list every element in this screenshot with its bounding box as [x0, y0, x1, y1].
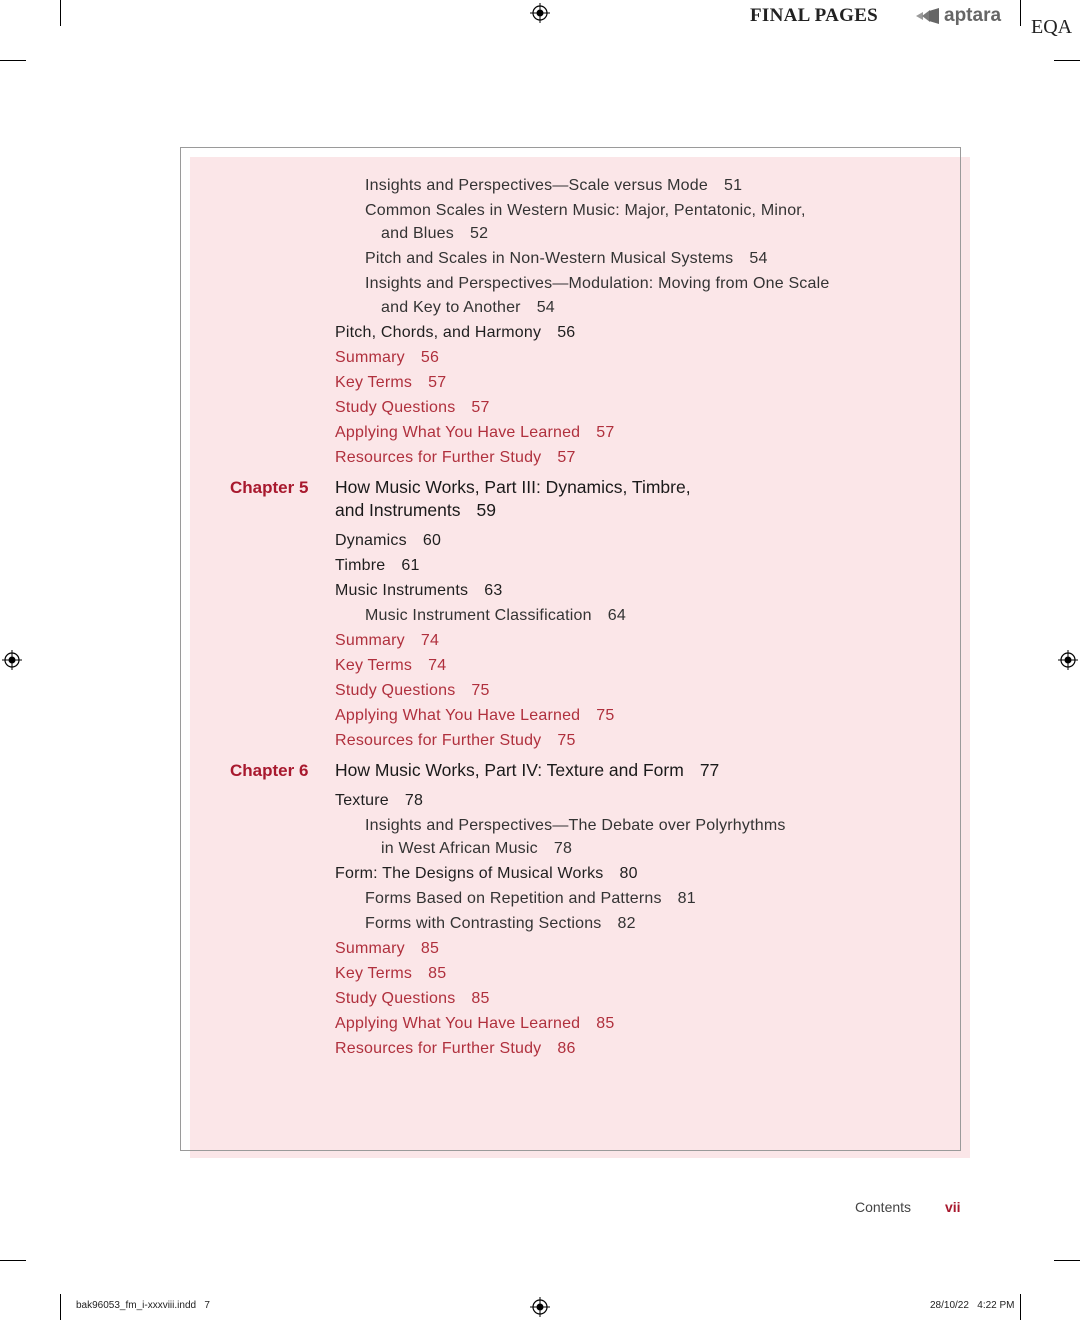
toc-entry-resources[interactable]: Resources for Further Study 57: [335, 449, 576, 466]
toc-entry-resources[interactable]: Resources for Further Study 86: [335, 1040, 576, 1057]
toc-entry[interactable]: Forms with Contrasting Sections 82: [365, 915, 636, 932]
crop-mark: [60, 0, 61, 26]
toc-entry[interactable]: Texture 78: [335, 792, 424, 809]
toc-entry-summary[interactable]: Summary 74: [335, 632, 440, 649]
toc-entry[interactable]: Music Instruments 63: [335, 582, 503, 599]
toc-entry-applying[interactable]: Applying What You Have Learned 75: [335, 707, 615, 724]
crop-mark: [1020, 0, 1021, 26]
toc-entry[interactable]: Pitch and Scales in Non-Western Musical Systems 54: [365, 250, 768, 267]
crop-mark: [60, 1294, 61, 1320]
toc-entry-key-terms[interactable]: Key Terms 85: [335, 965, 447, 982]
crop-mark: [1054, 60, 1080, 61]
toc-entry[interactable]: Dynamics 60: [335, 532, 442, 549]
registration-mark-icon: [530, 1297, 550, 1317]
toc-entry-continuation[interactable]: and Key to Another 54: [381, 299, 555, 316]
toc-entry[interactable]: Insights and Perspectives—Modulation: Moving from One Scale: [365, 275, 830, 292]
toc-entry-key-terms[interactable]: Key Terms 74: [335, 657, 447, 674]
aptara-wordmark: aptara: [944, 5, 1002, 26]
toc-entry-resources[interactable]: Resources for Further Study 75: [335, 732, 576, 749]
chapter-6-title[interactable]: How Music Works, Part IV: Texture and Form 77: [335, 760, 720, 780]
toc-entry-continuation[interactable]: in West African Music 78: [381, 840, 573, 857]
registration-mark-icon: [1058, 650, 1078, 670]
toc-entry[interactable]: Common Scales in Western Music: Major, Pentatonic, Minor,: [365, 202, 806, 219]
file-slug: bak96053_fm_i-xxxviii.indd 7: [76, 1300, 210, 1311]
toc-entry-key-terms[interactable]: Key Terms 57: [335, 374, 447, 391]
crop-mark: [1054, 1260, 1080, 1261]
toc-entry-summary[interactable]: Summary 85: [335, 940, 440, 957]
content-frame: [180, 147, 961, 1151]
chapter-5-label: Chapter 5: [230, 478, 309, 497]
chapter-5-title-continuation[interactable]: and Instruments 59: [335, 500, 496, 520]
aptara-logo-icon: [914, 7, 940, 25]
toc-entry-summary[interactable]: Summary 56: [335, 349, 440, 366]
toc-entry-applying[interactable]: Applying What You Have Learned 57: [335, 424, 615, 441]
page-number: vii: [945, 1199, 961, 1215]
crop-mark: [0, 1260, 26, 1261]
crop-mark: [0, 60, 26, 61]
toc-entry-applying[interactable]: Applying What You Have Learned 85: [335, 1015, 615, 1032]
print-timestamp: 28/10/22 4:22 PM: [930, 1300, 1015, 1311]
toc-entry-study-questions[interactable]: Study Questions 85: [335, 990, 490, 1007]
running-footer-section: Contents: [855, 1199, 912, 1215]
chapter-6-label: Chapter 6: [230, 761, 309, 780]
toc-entry[interactable]: Pitch, Chords, and Harmony 56: [335, 324, 576, 341]
toc-entry[interactable]: Timbre 61: [335, 557, 420, 574]
toc-entry[interactable]: Form: The Designs of Musical Works 80: [335, 865, 638, 882]
aptara-logo: [914, 4, 1001, 28]
toc-entry[interactable]: Music Instrument Classification 64: [365, 607, 626, 624]
toc-entry[interactable]: Insights and Perspectives—The Debate over Polyrhythms: [365, 817, 786, 834]
toc-entry[interactable]: Forms Based on Repetition and Patterns 81: [365, 890, 696, 907]
chapter-5-title[interactable]: How Music Works, Part III: Dynamics, Timbre,: [335, 477, 691, 497]
final-pages-label: FINAL PAGES: [750, 5, 879, 26]
registration-mark-icon: [2, 650, 22, 670]
toc-entry-study-questions[interactable]: Study Questions 57: [335, 399, 490, 416]
eqa-code: EQA: [1031, 16, 1073, 38]
toc-entry-study-questions[interactable]: Study Questions 75: [335, 682, 490, 699]
toc-entry-continuation[interactable]: and Blues 52: [381, 225, 489, 242]
toc-entry[interactable]: Insights and Perspectives—Scale versus Mode 51: [365, 177, 743, 194]
crop-mark: [1020, 1294, 1021, 1320]
registration-mark-icon: [530, 3, 550, 23]
